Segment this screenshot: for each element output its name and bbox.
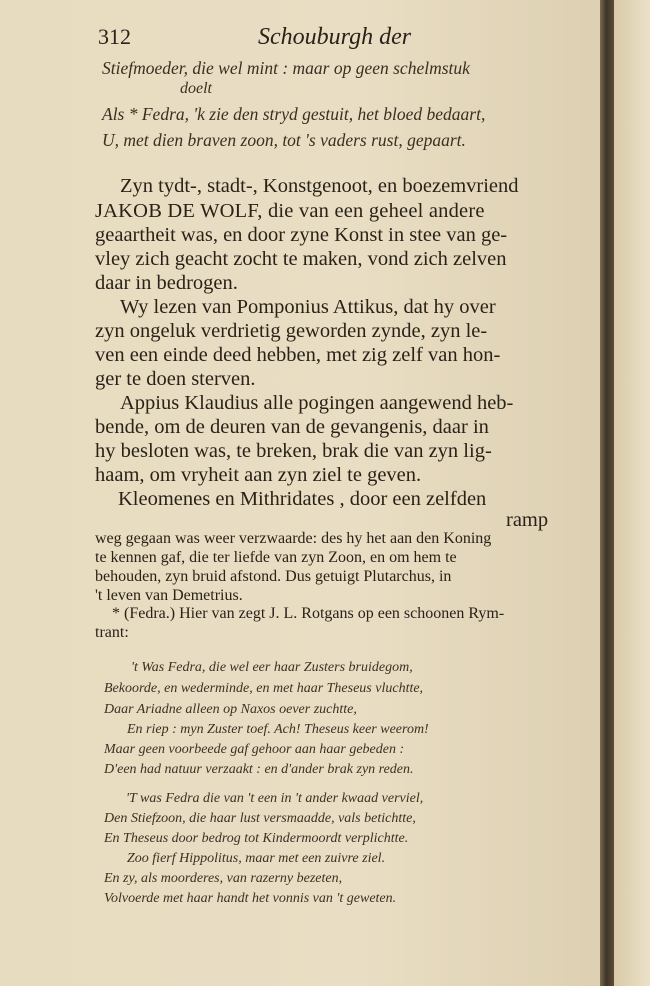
poem-line: Den Stiefzoon, die haar lust versmaadde, vals betichtte, — [104, 811, 416, 826]
poem-line: Daar Ariadne alleen op Naxos oever zuchtte, — [104, 702, 357, 717]
poem-line: 'T was Fedra die van 't een in 't ander kwaad verviel, — [126, 791, 424, 806]
poem-line: 't Was Fedra, die wel eer haar Zusters bruidegom, — [131, 660, 413, 675]
prose-line: geaartheit was, en door zyne Konst in stee van ge- — [95, 224, 508, 246]
poem-line: En zy, als moorderes, van razerny bezeten, — [104, 871, 343, 886]
poem-line: Maar geen voorbeede gaf gehoor aan haar gebeden : — [104, 742, 405, 757]
verse-line: U, met dien braven zoon, tot 's vaders rust, gepaart. — [102, 130, 466, 150]
poem-line: En Theseus door bedrog tot Kindermoordt verplichtte. — [104, 831, 409, 846]
footnote-line: * (Fedra.) Hier van zegt J. L. Rotgans op een schoonen Rym- — [112, 605, 505, 622]
note-line: weg gegaan was weer verzwaarde: des hy het aan den Koning — [95, 530, 492, 547]
verse-line: Als * Fedra, 'k zie den stryd gestuit, het bloed bedaart, — [102, 104, 486, 124]
facing-page-edge — [614, 0, 650, 986]
prose-line: Wy lezen van Pomponius Attikus, dat hy over — [120, 296, 496, 318]
poem-line: Zoo fierf Hippolitus, maar met een zuivre ziel. — [127, 851, 386, 866]
note-line: te kennen gaf, die ter liefde van zyn Zoon, en om hem te — [95, 549, 457, 566]
book-gutter-shadow — [600, 0, 614, 986]
page-number: 312 — [98, 24, 131, 49]
prose-line: Zyn tydt-, stadt-, Konstgenoot, en boezemvriend — [120, 175, 519, 197]
catchword: ramp — [506, 509, 549, 531]
note-line: behouden, zyn bruid afstond. Dus getuigt Plutarchus, in — [95, 568, 452, 585]
prose-line: vley zich geacht zocht te maken, vond zich zelven — [95, 248, 507, 270]
prose-line: Appius Klaudius alle pogingen aangewend heb- — [120, 392, 514, 414]
poem-line: D'een had natuur verzaakt : en d'ander brak zyn reden. — [104, 762, 414, 777]
poem-line: En riep : myn Zuster toef. Ach! Theseus keer weerom! — [127, 722, 429, 737]
poem-line: Bekoorde, en wederminde, en met haar Theseus vluchtte, — [104, 681, 424, 696]
prose-line: zyn ongeluk verdrietig geworden zynde, zyn le- — [95, 320, 488, 342]
prose-line: bende, om de deuren van de gevangenis, daar in — [95, 416, 489, 438]
prose-line: JAKOB DE WOLF, die van een geheel andere — [95, 200, 485, 222]
prose-line: hy besloten was, te breken, brak die van zyn lig- — [95, 440, 492, 462]
footnote-line: trant: — [95, 624, 129, 641]
note-line: 't leven van Demetrius. — [95, 587, 243, 604]
prose-line: ven een einde deed hebben, met zig zelf van hon- — [95, 344, 501, 366]
prose-line: Kleomenes en Mithridates , door een zelfden — [118, 488, 487, 510]
prose-line: haam, om vryheit aan zyn ziel te geven. — [95, 464, 422, 486]
verse-line: doelt — [180, 80, 212, 97]
poem-line: Volvoerde met haar handt het vonnis van 't geweten. — [104, 891, 397, 906]
prose-line: daar in bedrogen. — [95, 272, 238, 294]
prose-line: ger te doen sterven. — [95, 368, 256, 390]
running-title: Schouburgh der — [258, 24, 412, 50]
verse-line: Stiefmoeder, die wel mint : maar op geen schelmstuk — [102, 58, 470, 78]
